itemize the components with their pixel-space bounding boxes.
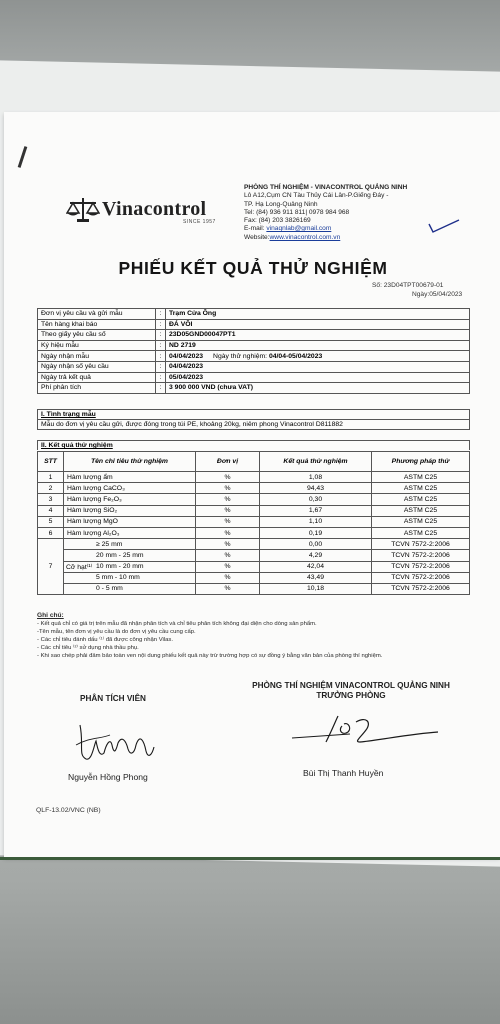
sample-condition-text: Mẫu do đơn vị yêu cầu gửi, được đóng trong túi PE, khoảng 20kg, niêm phong Vinacontrol D811882 [41,421,343,428]
lab-address-1: Lô A12,Cụm CN Tàu Thủy Cái Lân-P.Giếng Đáy - [244,192,389,200]
grain-size-cell: 20 mm - 25 mm [64,550,196,561]
note-line: - Kết quả chỉ có giá trị trên mẫu đã nhận phân tích và chỉ tiêu phân tích không đại diện cho dòng sản phẩm. [37,621,317,627]
info-label: Ngày nhận mẫu [38,351,156,362]
form-code: QLF-13.02/VNC (NB) [36,807,101,814]
info-value: 04/04/2023 [169,352,204,360]
grain-size-cell: 0 - 5 mm [64,583,196,594]
table-row [38,527,470,538]
parameter-cell: Hàm lượng CaCO₃ [64,483,196,494]
stt-cell: 6 [38,527,64,538]
lab-sign-title: PHÒNG THÍ NGHIỆM VINACONTROL QUẢNG NINH [252,681,450,690]
method-cell: ASTM C25 [372,494,470,505]
test-date-value: 04/04-05/04/2023 [268,352,323,360]
grain-row [38,583,470,594]
info-value: 3 900 000 VND (chưa VAT) [166,383,470,394]
info-value: ND 2719 [166,340,470,351]
info-row: Ký hiệu mẫu : ND 2719 [38,340,470,351]
method-cell: ASTM C25 [372,516,470,527]
website-link[interactable]: www.vinacontrol.com.vn [269,233,341,241]
grain-size-cell: Cỡ hạt⁽¹⁾ ≥ 25 mm [64,539,196,550]
document-number: Số: 23D04TPT00679-01 [372,282,444,289]
parameter-cell: Hàm lượng MgO [64,516,196,527]
unit-cell: % [196,505,260,516]
method-cell: ASTM C25 [372,505,470,516]
test-date-label: Ngày thử nghiệm: [213,352,268,360]
analyst-signature [70,715,160,765]
notes-title: Ghi chú: [37,612,64,619]
table-row [38,483,470,494]
info-row: Tên hàng khai báo : ĐÁ VÔI [38,319,470,330]
result-cell: 1,10 [260,516,372,527]
grain-row [38,561,470,572]
unit-cell: % [196,516,260,527]
grain-row [38,550,470,561]
info-value: 04/04/2023 [166,361,470,372]
info-value: Trạm Cửa Ông [166,309,470,320]
check-mark-icon [428,219,460,233]
info-row: Theo giấy yêu cầu số : 23D05GND00047PT1 [38,330,470,341]
analyst-name: Nguyễn Hồng Phong [68,772,148,782]
scales-icon [66,195,100,223]
note-line: - Khi sao chép phải đảm bảo toàn ven nội dung phiếu kết quả này trừ trường hợp có sự đồng ý bằng văn bản của phòng thí nghiệm. [37,653,383,659]
unit-cell: % [196,583,260,594]
method-cell: TCVN 7572-2:2006 [372,583,470,594]
stt-cell: 7 [38,539,64,595]
result-cell: 0,00 [260,539,372,550]
stt-cell: 2 [38,483,64,494]
analyst-title: PHÂN TÍCH VIÊN [80,694,146,703]
result-cell: 10,18 [260,583,372,594]
stt-cell: 4 [38,505,64,516]
parameter-cell: Hàm lượng SiO₂ [64,505,196,516]
section-heading: II. Kết quả thử nghiệm [37,440,470,450]
head-name: Bùi Thị Thanh Huyền [303,768,384,778]
unit-cell: % [196,561,260,572]
info-value: 23D05GND00047PT1 [166,330,470,341]
result-cell: 0,30 [260,494,372,505]
column-header: Đơn vị [196,452,260,472]
website-label: Website: [244,233,270,241]
info-label: Ngày trả kết quả [38,372,156,383]
result-cell: 1,67 [260,505,372,516]
info-value: ĐÁ VÔI [166,319,470,330]
method-cell: TCVN 7572-2:2006 [372,539,470,550]
info-row: Ngày nhận số yêu cầu : 04/04/2023 [38,361,470,372]
method-cell: TCVN 7572-2:2006 [372,572,470,583]
info-label: Ký hiệu mẫu [38,340,156,351]
method-cell: TCVN 7572-2:2006 [372,561,470,572]
grain-row [38,539,470,550]
method-cell: ASTM C25 [372,527,470,538]
info-table [37,308,470,394]
note-line: - Các chỉ tiêu ⁽²⁾ sử dụng nhà thầu phụ. [37,645,139,651]
method-cell: TCVN 7572-2:2006 [372,550,470,561]
info-row: Ngày nhận mẫu : 04/04/2023 Ngày thử nghiệm: 04/04-05/04/2023 [38,351,470,362]
lab-tel: Tel: (84) 936 911 811| 0978 984 968 [244,208,350,216]
head-signature [290,712,440,752]
info-label: Ngày nhận số yêu cầu [38,361,156,372]
head-title: TRƯỞNG PHÒNG [316,691,386,700]
grain-row [38,572,470,583]
section-heading: I. Tình trạng mẫu [38,410,469,420]
unit-cell: % [196,539,260,550]
result-cell: 94,43 [260,483,372,494]
email-label: E-mail: [244,225,267,233]
info-label: Phí phân tích [38,383,156,394]
method-cell: ASTM C25 [372,483,470,494]
result-cell: 1,08 [260,472,372,483]
grain-size-cell: 10 mm - 20 mm [64,561,196,572]
sample-condition-section [37,409,470,430]
parameter-cell: Hàm lượng ẩm [64,472,196,483]
lab-fax: Fax: (84) 203 3826169 [244,217,311,225]
grain-size-cell: 5 mm - 10 mm [64,572,196,583]
document-title: PHIẾU KẾT QUẢ THỬ NGHIỆM [118,258,388,278]
result-cell: 0,19 [260,527,372,538]
info-label: Theo giấy yêu cầu số [38,330,156,341]
info-label: Đơn vị yêu cầu và gửi mẫu [38,309,156,320]
info-row: Đơn vị yêu cầu và gửi mẫu : Trạm Cửa Ông [38,309,470,320]
lab-website-line [244,234,474,242]
column-header: Phương pháp thử [372,452,470,472]
stt-cell: 5 [38,516,64,527]
unit-cell: % [196,483,260,494]
grain-label: Cỡ hạt⁽¹⁾ [66,563,93,571]
unit-cell: % [196,550,260,561]
document-date: Ngày:05/04/2023 [412,291,463,298]
lab-name: PHÒNG THÍ NGHIỆM - VINACONTROL QUẢNG NINH [244,184,408,191]
table-row [38,516,470,527]
stt-cell: 3 [38,494,64,505]
column-header: Tên chỉ tiêu thử nghiệm [64,452,196,472]
info-label: Tên hàng khai báo [38,319,156,330]
lab-address-2: TP. Hạ Long-Quảng Ninh [244,200,318,208]
parameter-cell: Hàm lượng Fe₂O₃ [64,494,196,505]
lab-header [244,184,474,242]
stt-cell: 1 [38,472,64,483]
column-header: STT [38,452,64,472]
results-header-row [38,452,470,472]
parameter-cell: Hàm lượng Al₂O₃ [64,527,196,538]
unit-cell: % [196,572,260,583]
document-edge [0,857,500,860]
unit-cell: % [196,472,260,483]
lab-signature-block [236,681,466,701]
brand-name: Vinacontrol [102,197,207,220]
info-row: Phí phân tích : 3 900 000 VND (chưa VAT) [38,383,470,394]
note-line: -Tên mẫu, tên đơn vị yêu cầu là do đơn vị yêu cầu cung cấp. [37,629,196,635]
table-row [38,494,470,505]
result-cell: 43,49 [260,572,372,583]
table-row [38,472,470,483]
unit-cell: % [196,494,260,505]
method-cell: ASTM C25 [372,472,470,483]
results-table [37,451,470,595]
info-value: 05/04/2023 [166,372,470,383]
notes-block [37,612,487,660]
result-cell: 4,29 [260,550,372,561]
table-row [38,505,470,516]
email-link[interactable]: vinaqnlab@gmail.com [266,225,332,233]
unit-cell: % [196,527,260,538]
column-header: Kết quả thử nghiệm [260,452,372,472]
result-cell: 42,04 [260,561,372,572]
note-line: - Các chỉ tiêu đánh dấu ⁽¹⁾ đã được công nhận Vilas. [37,637,174,643]
brand-since: SINCE 1957 [183,219,216,225]
info-row: Ngày trả kết quả : 05/04/2023 [38,372,470,383]
